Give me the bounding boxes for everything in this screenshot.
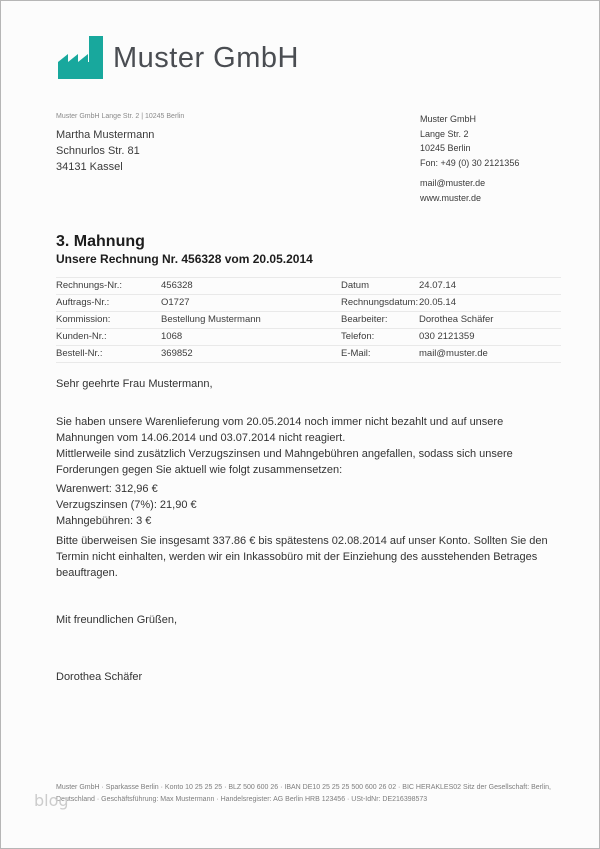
table-row	[56, 277, 561, 294]
company-online-contact	[420, 176, 519, 205]
letter-title: 3. Mahnung	[56, 233, 145, 250]
detail-value: 369852	[161, 348, 193, 359]
contact-street: Lange Str. 2	[420, 128, 469, 139]
footer-line-2: Deutschland · Geschäftsführung: Max Mustermann · Handelsregister: AG Berlin HRB 123456 · USt-IdNr: DE216398573	[56, 796, 428, 803]
table-row	[56, 328, 561, 345]
body-paragraph-1-sentence-1: Sie haben unsere Warenlieferung vom 20.05.2014 noch immer nicht bezahlt und auf unsere Mahnungen vom 14.06.2014 und 03.07.2014 nicht reagiert.	[56, 416, 504, 444]
detail-value: Bestellung Mustermann	[161, 314, 261, 325]
detail-label: Telefon:	[341, 331, 375, 342]
detail-value: O1727	[161, 297, 190, 308]
detail-label: Bearbeiter:	[341, 314, 388, 325]
footer-legal-info	[56, 782, 563, 806]
salutation: Sehr geehrte Frau Mustermann,	[56, 378, 213, 390]
recipient-city: 34131 Kassel	[56, 161, 123, 173]
recipient-address	[56, 127, 154, 175]
cost-item-interest: Verzugszinsen (7%): 21,90 €	[56, 499, 197, 511]
cost-breakdown-list	[56, 481, 563, 529]
closing-phrase: Mit freundlichen Grüßen,	[56, 614, 178, 626]
company-name: Muster GmbH	[113, 42, 299, 74]
cost-item-fees: Mahngebühren: 3 €	[56, 515, 152, 527]
detail-value: 456328	[161, 280, 193, 291]
contact-phone: Fon: +49 (0) 30 2121356	[420, 157, 520, 168]
company-address	[420, 112, 519, 170]
cost-item-goods: Warenwert: 312,96 €	[56, 483, 158, 495]
body-paragraph-1	[56, 414, 563, 478]
detail-label: Rechnungs-Nr.:	[56, 280, 123, 291]
detail-value: mail@muster.de	[419, 348, 488, 359]
detail-label: Datum	[341, 280, 369, 291]
company-contact-block	[420, 112, 519, 205]
blog-watermark: blog	[34, 791, 69, 810]
table-row	[56, 345, 561, 363]
detail-value: 20.05.14	[419, 297, 456, 308]
detail-label: Kunden-Nr.:	[56, 331, 107, 342]
detail-label: Kommission:	[56, 314, 111, 325]
detail-value: 1068	[161, 331, 183, 342]
detail-label: Bestell-Nr.:	[56, 348, 103, 359]
invoice-details-table	[56, 277, 561, 363]
sender-return-address: Muster GmbH Lange Str. 2 | 10245 Berlin	[56, 113, 185, 120]
table-row	[56, 294, 561, 311]
contact-company: Muster GmbH	[420, 114, 477, 124]
body-paragraph-1-sentence-2: Mittlerweile sind zusätzlich Verzugszinsen und Mahngebühren angefallen, sodass sich unsere Forderungen gegen Sie aktuell wie folgt zusammensetzen:	[56, 448, 513, 476]
contact-email: mail@muster.de	[420, 178, 486, 188]
detail-label: Rechnungsdatum:	[341, 297, 419, 308]
contact-city: 10245 Berlin	[420, 143, 471, 153]
detail-label: E-Mail:	[341, 348, 371, 359]
factory-logo-icon	[58, 36, 104, 84]
recipient-name: Martha Mustermann	[56, 129, 155, 141]
letter-subtitle: Unsere Rechnung Nr. 456328 vom 20.05.2014	[56, 252, 313, 266]
signature-name: Dorothea Schäfer	[56, 671, 143, 683]
detail-value: 030 2121359	[419, 331, 475, 342]
contact-website: www.muster.de	[420, 192, 482, 203]
footer-line-1: Muster GmbH · Sparkasse Berlin · Konto 10 25 25 25 · BLZ 500 600 26 · IBAN DE10 25 25 25 500 600 26 02 · BIC HERAKLES02 Sitz der Gesellschaft: Berlin,	[56, 784, 551, 791]
detail-label: Auftrags-Nr.:	[56, 297, 110, 308]
recipient-street: Schnurlos Str. 81	[56, 145, 140, 157]
detail-value: 24.07.14	[419, 280, 456, 291]
detail-value: Dorothea Schäfer	[419, 314, 494, 325]
table-row	[56, 311, 561, 328]
body-paragraph-2: Bitte überweisen Sie insgesamt 337.86 € bis spätestens 02.08.2014 auf unser Konto. Sollten Sie den Termin nicht einhalten, werden wir ein Inkassobüro mit der Einziehung des ausstehenden Betrages beauftragen.	[56, 535, 548, 579]
